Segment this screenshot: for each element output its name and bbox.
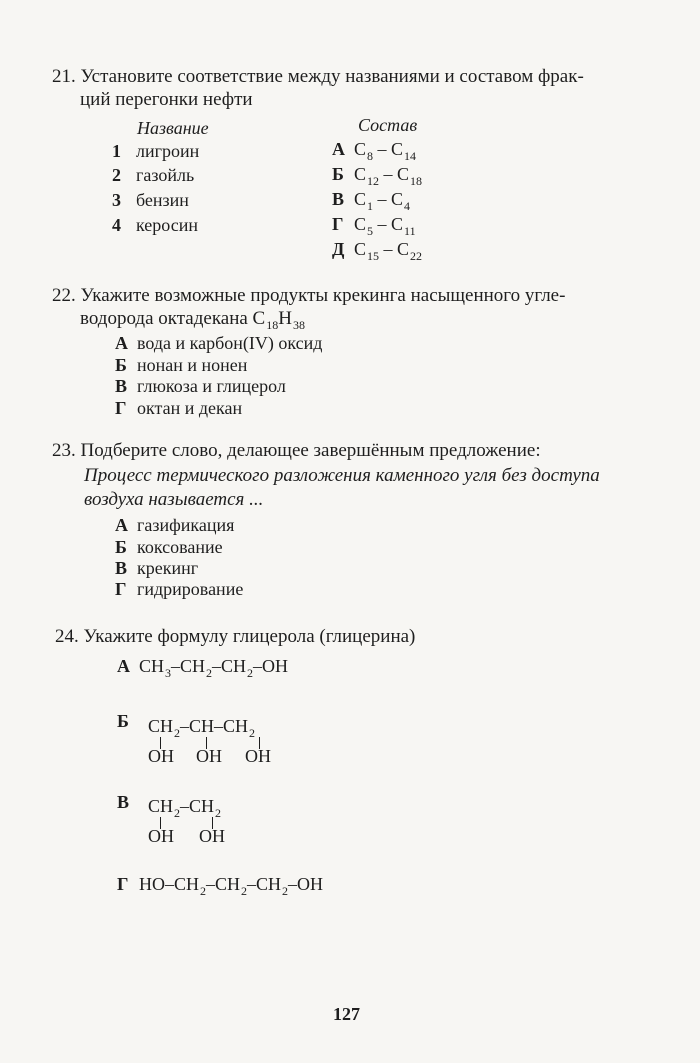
q21-names-header: Название	[137, 118, 209, 138]
q21-name-item: 1 лигроин	[112, 141, 200, 161]
q24-option-a: А $CH_3-CH_2-CH_2-OH$	[117, 656, 289, 680]
q22-option: Г октан и декан	[115, 398, 243, 418]
q22-option: Б нонан и нонен	[115, 355, 248, 375]
q23-option: Г гидрирование	[115, 579, 244, 599]
q21-prompt-line1: 21. Установите соответствие между названиями и составом фрак-	[52, 66, 584, 87]
q21-prompt-line2: ций перегонки нефти	[80, 89, 253, 110]
q21-name-item: 4 керосин	[112, 215, 198, 235]
q22-option: А вода и карбон(IV) оксид	[115, 333, 323, 353]
q24-option-g: Г $HO-CH_2-CH_2-CH_2-OH$	[117, 874, 324, 898]
q24-option-v-oh: OH	[148, 826, 174, 846]
q21-composition-item: А $C_8 - C_{14}$	[332, 139, 417, 163]
q21-composition-item: Д $C_{15} - C_{22}$	[332, 239, 423, 263]
q21-composition-item: Б $C_{12} - C_{18}$	[332, 164, 423, 188]
q23-option: Б коксование	[115, 537, 223, 557]
q21-composition-item: В $C_1 - C_4$	[332, 189, 411, 213]
q21-composition-header: Состав	[358, 115, 418, 135]
q22-prompt-line1: 22. Укажите возможные продукты крекинга насыщенного угле-	[52, 285, 566, 306]
q23-prompt: 23. Подберите слово, делающее завершённым предложение:	[52, 440, 541, 461]
q23-option: А газификация	[115, 515, 235, 535]
q21-composition-item: Г $C_5 - C_{11}$	[332, 214, 416, 238]
q24-prompt: 24. Укажите формулу глицерола (глицерина)	[55, 626, 416, 647]
q24-option-v-letter: В	[117, 792, 130, 812]
q22-prompt-line2: водорода октадекана $C_{18}H_{38}$	[80, 308, 305, 332]
q23-italic-line2: воздуха называется ...	[84, 489, 264, 510]
q24-option-b-oh: OH	[245, 746, 271, 766]
q24-option-b-chain: $CH_2-CH-CH_2$	[148, 716, 256, 740]
page-number: 127	[333, 1004, 360, 1024]
q22-option: В глюкоза и глицерол	[115, 376, 286, 396]
q24-option-v-oh: OH	[199, 826, 225, 846]
q23-option: В крекинг	[115, 558, 199, 578]
q24-option-b-letter: Б	[117, 711, 129, 731]
q21-name-item: 2 газойль	[112, 165, 195, 185]
q24-option-b-oh: OH	[196, 746, 222, 766]
q23-italic-line1: Процесс термического разложения каменного угля без доступа	[84, 465, 600, 486]
q24-option-v-chain: $CH_2-CH_2$	[148, 796, 222, 820]
q21-name-item: 3 бензин	[112, 190, 189, 210]
q24-option-b-oh: OH	[148, 746, 174, 766]
